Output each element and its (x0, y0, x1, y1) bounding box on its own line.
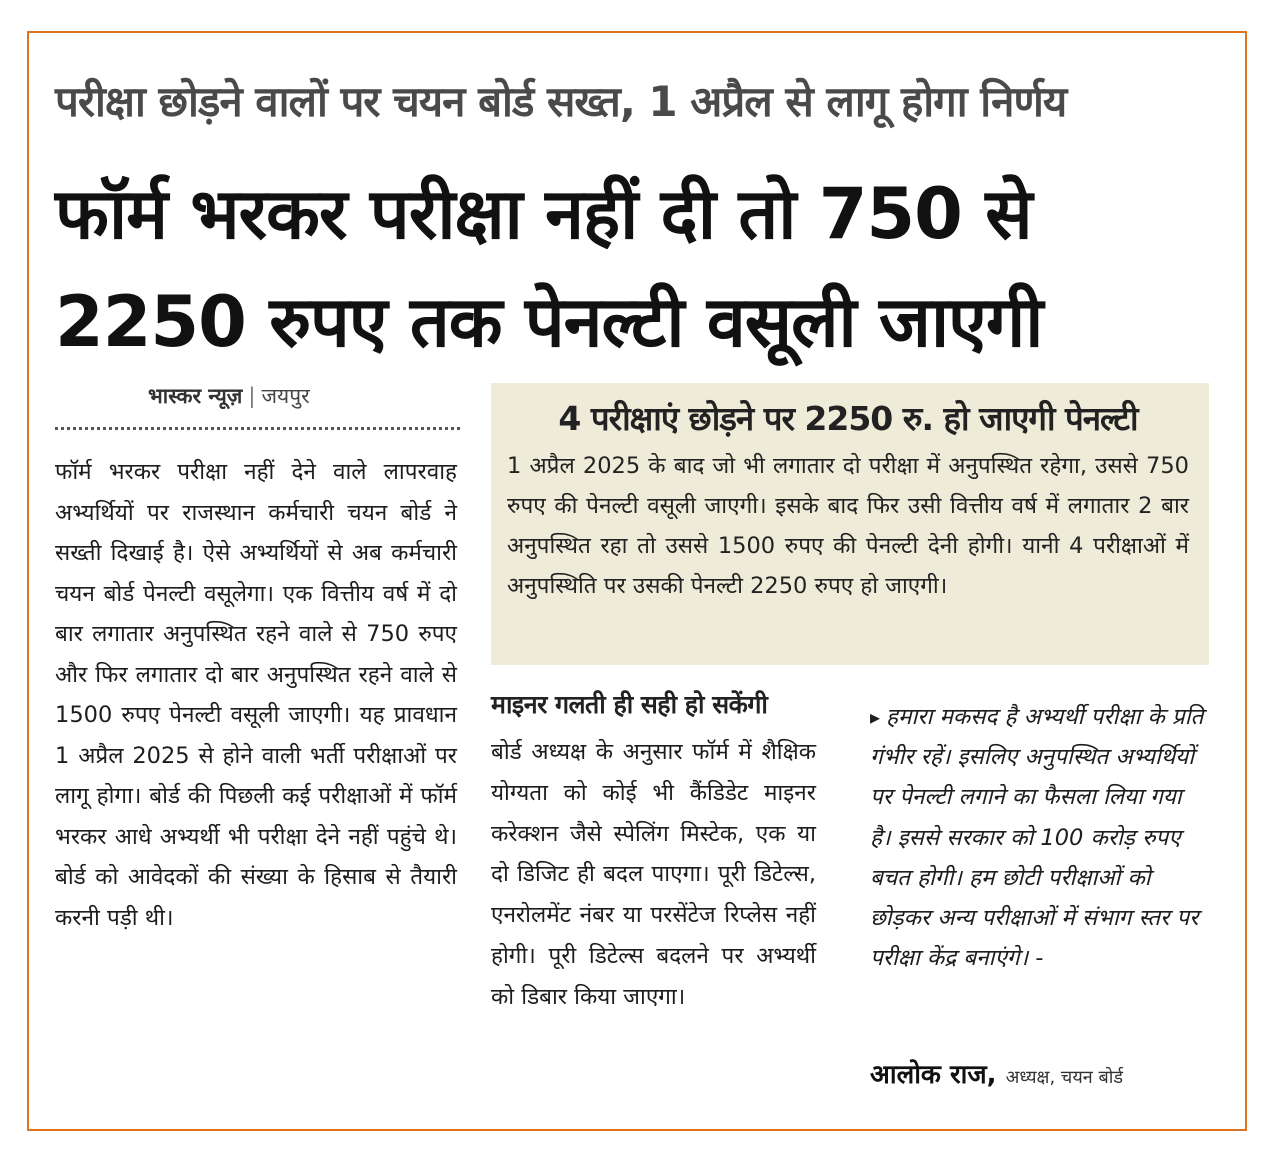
penalty-info-box (491, 383, 1209, 665)
byline (148, 382, 310, 410)
author-name: आलोक राज, (870, 1060, 997, 1090)
column-2-heading: माइनर गलती ही सही हो सकेंगी (491, 690, 768, 719)
author-role: अध्यक्ष, चयन बोर्ड (1005, 1067, 1124, 1088)
quote-author (870, 1055, 1123, 1091)
dotted-divider (55, 427, 460, 430)
main-headline: फॉर्म भरकर परीक्षा नहीं दी तो 750 से 2250 रुपए तक पेनल्टी वसूली जाएगी (55, 173, 1043, 363)
quote-marker-icon: ▸ (870, 705, 881, 729)
body-column-1: फॉर्म भरकर परीक्षा नहीं देने वाले लापरवाह अभ्यर्थियों पर राजस्थान कर्मचारी चयन बोर्ड ने सख्ती दिखाई है। ऐसे अभ्यर्थियों से अब कर्मचारी चयन बोर्ड पेनल्टी वसूलेगा। एक वित्तीय वर्ष में दो बार लगातार अनुपस्थित रहने वाले से 750 रुपए और फिर लगातार दो बार अनुपस्थित रहने वाले से 1500 रुपए पेनल्टी वसूली जाएगी। यह प्रावधान 1 अप्रैल 2025 से होने वाली भर्ती परीक्षाओं पर लागू होगा। बोर्ड की पिछली कई परीक्षाओं में फॉर्म भरकर आधे अभ्यर्थी भी परीक्षा देने नहीं पहुंचे थे। बोर्ड को आवेदकों की संख्या के हिसाब से तैयारी करनी पड़ी थी। (55, 459, 457, 931)
chairman-quote (870, 697, 1206, 978)
info-box-title: 4 परीक्षाएं छोड़ने पर 2250 रु. हो जाएगी पेनल्टी (558, 399, 1138, 438)
body-column-2: बोर्ड अध्यक्ष के अनुसार फॉर्म में शैक्षिक योग्यता को कोई भी कैंडिडेट माइनर करेक्शन जैसे स्पेलिंग मिस्टेक, एक या दो डिजिट ही बदल पाएगा। पूरी डिटेल्स, एनरोलमेंट नंबर या परसेंटेज रिप्लेस नहीं होगी। पूरी डिटेल्स बदलने पर अभ्यर्थी को डिबार किया जाएगा। (491, 739, 816, 1010)
byline-separator: | (248, 384, 256, 408)
info-box-body: 1 अप्रैल 2025 के बाद जो भी लगातार दो परीक्षा में अनुपस्थित रहेगा, उससे 750 रुपए की पेनल्टी वसूली जाएगी। इसके बाद फिर उसी वित्तीय वर्ष में लगातार 2 बार अनुपस्थित रहा तो उससे 1500 रुपए की पेनल्टी देनी होगी। यानी 4 परीक्षाओं में अनुपस्थिति पर उसकी पेनल्टी 2250 रुपए हो जाएगी। (507, 453, 1189, 599)
kicker-headline: परीक्षा छोड़ने वालों पर चयन बोर्ड सख्त, 1 अप्रैल से लागू होगा निर्णय (55, 77, 1067, 126)
byline-city: जयपुर (261, 384, 310, 408)
byline-source: भास्कर न्यूज़ (148, 384, 243, 408)
quote-text: हमारा मकसद है अभ्यर्थी परीक्षा के प्रति गंभीर रहें। इसलिए अनुपस्थित अभ्यर्थियों पर पेनल्टी लगाने का फैसला लिया गया है। इससे सरकार को 100 करोड़ रुपए बचत होगी। हम छोटी परीक्षाओं को छोड़कर अन्य परीक्षाओं में संभाग स्तर पर परीक्षा केंद्र बनाएंगे। - (870, 704, 1204, 972)
